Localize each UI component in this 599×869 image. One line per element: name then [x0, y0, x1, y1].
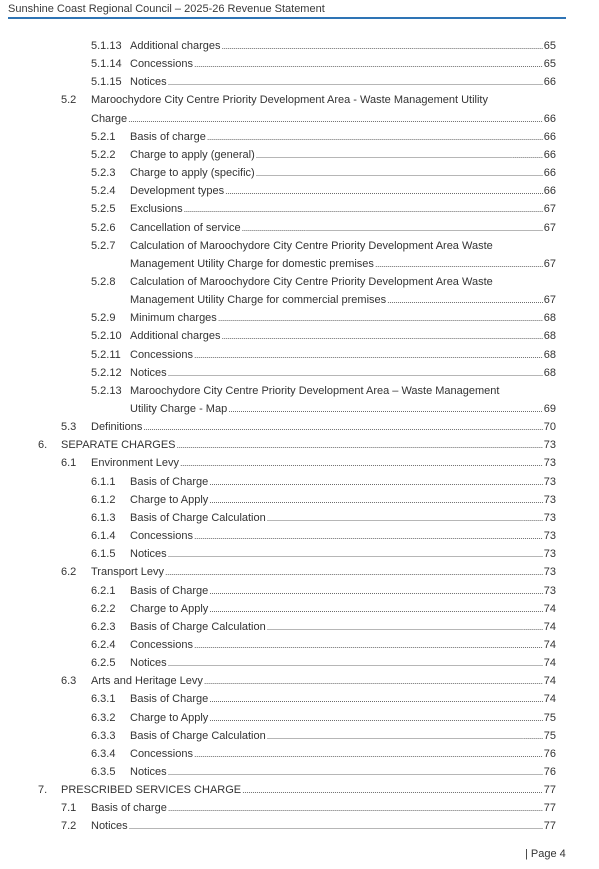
dot-leader: [194, 56, 543, 72]
toc-entry-page: 73: [543, 475, 556, 488]
dot-leader: [256, 165, 543, 181]
dot-leader: [267, 619, 543, 635]
toc-entry-number: 6.2.1: [91, 584, 116, 597]
toc-entry-page: 66: [543, 130, 556, 143]
toc-entry[interactable]: [0, 56, 599, 74]
toc-entry[interactable]: [0, 274, 599, 310]
toc-entry[interactable]: [0, 310, 599, 328]
toc-entry-number: 6.2.4: [91, 638, 116, 651]
toc-entry-title: Additional charges: [130, 40, 221, 52]
toc-entry-title: Concessions: [130, 638, 193, 651]
toc-entry[interactable]: [0, 455, 599, 473]
toc-entry-title: Notices: [130, 548, 167, 561]
toc-entry[interactable]: [0, 728, 599, 746]
dot-leader: [184, 201, 543, 217]
toc-entry-title: Notices: [130, 657, 167, 670]
toc-entry[interactable]: [0, 619, 599, 637]
toc-entry-page: 66: [543, 167, 556, 180]
toc-entry-number: 6.2.5: [91, 657, 116, 670]
toc-entry[interactable]: [0, 365, 599, 383]
dot-leader: [209, 601, 542, 617]
toc-entry-number: 5.2.11: [91, 348, 121, 361]
toc-entry-number: 6.1.3: [91, 511, 116, 524]
toc-entry[interactable]: [0, 800, 599, 818]
toc-entry-page: 74: [543, 638, 556, 651]
toc-entry-title: Basis of charge: [130, 130, 206, 143]
toc-entry-number: 6.3.3: [91, 729, 116, 742]
toc-entry[interactable]: [0, 183, 599, 201]
dot-leader: [209, 691, 542, 707]
toc-entry[interactable]: [0, 201, 599, 219]
toc-entry-number: 6.2.3: [91, 620, 116, 633]
dot-leader: [194, 746, 543, 762]
toc-entry[interactable]: [0, 383, 599, 419]
toc-entry-page: 68: [543, 312, 556, 325]
toc-entry-page: 77: [543, 802, 556, 815]
toc-entry-number: 5.2.7: [91, 239, 116, 252]
toc-entry-page: 68: [543, 366, 556, 379]
page-number: | Page 4: [525, 848, 566, 860]
toc-entry-page: 73: [543, 493, 556, 506]
toc-entry-page: 76: [543, 766, 556, 778]
toc-entry-title: Charge to apply (general): [130, 148, 255, 161]
toc-entry-number: 5.2.12: [91, 366, 122, 379]
dot-leader: [204, 673, 543, 689]
dot-leader: [267, 510, 543, 526]
toc-entry-title: Definitions: [91, 421, 143, 434]
dot-leader: [194, 528, 543, 544]
toc-entry[interactable]: [0, 691, 599, 709]
toc-entry-page: 67: [543, 221, 556, 234]
toc-entry-page: 66: [543, 148, 556, 161]
toc-entry[interactable]: [0, 147, 599, 165]
toc-entry-title: Charge to Apply: [130, 711, 209, 724]
toc-entry-number: 6.3.1: [91, 693, 116, 706]
toc-entry-page: 76: [543, 747, 556, 760]
toc-entry-page: 77: [543, 820, 556, 833]
toc-entry-page: 65: [543, 40, 556, 52]
toc-entry[interactable]: [0, 528, 599, 546]
toc-entry-number: 6.1.5: [91, 548, 116, 561]
toc-entry-title: Notices: [130, 76, 167, 89]
toc-entry-page: 73: [543, 511, 556, 524]
toc-entry-title: Exclusions: [130, 203, 183, 216]
toc-entry-title: Maroochydore City Centre Priority Development Area – Waste Management: [130, 384, 500, 397]
toc-entry[interactable]: [0, 238, 599, 274]
toc-entry-page: 74: [543, 693, 556, 706]
toc-entry-number: 5.2.8: [91, 275, 116, 288]
toc-entry-page: 75: [543, 711, 556, 724]
toc-entry-number: 6.1.4: [91, 530, 116, 543]
toc-entry-title: Basis of Charge: [130, 693, 209, 706]
toc-entry[interactable]: [0, 564, 599, 582]
toc-entry-page: 74: [543, 602, 556, 615]
toc-entry[interactable]: [0, 546, 599, 564]
toc-entry-number: 7.: [38, 784, 48, 797]
dot-leader: [194, 347, 543, 363]
toc-entry-title: Basis of Charge: [130, 475, 209, 488]
toc-entry-page: 73: [543, 439, 556, 452]
toc-entry-title: SEPARATE CHARGES: [61, 439, 176, 452]
dot-leader: [207, 129, 543, 145]
toc-entry[interactable]: [0, 583, 599, 601]
toc-entry-title: Concessions: [130, 348, 193, 361]
toc-entry-page: 65: [543, 58, 556, 71]
toc-entry-number: 6.2: [61, 566, 77, 579]
dot-leader: [129, 818, 543, 834]
dot-leader: [225, 183, 543, 199]
toc-entry-number: 5.1.15: [91, 76, 122, 89]
toc-entry-number: 5.2.5: [91, 203, 116, 216]
toc-entry[interactable]: [0, 818, 599, 836]
toc-entry-title: Basis of Charge: [130, 584, 209, 597]
toc-entry-title: Basis of charge: [91, 802, 167, 815]
toc-entry-title: Concessions: [130, 58, 193, 71]
toc-entry-title: Basis of Charge Calculation: [130, 620, 266, 633]
dot-leader: [168, 365, 543, 381]
toc-entry-number: 6.3.4: [91, 747, 116, 760]
dot-leader: [242, 782, 543, 798]
toc-entry[interactable]: [0, 746, 599, 764]
toc-entry-page: 74: [543, 620, 556, 633]
toc-entry-title: Charge to Apply: [130, 493, 209, 506]
toc-entry[interactable]: [0, 492, 599, 510]
dot-leader: [256, 147, 543, 163]
toc-entry-title: PRESCRIBED SERVICES CHARGE: [61, 784, 242, 797]
toc-entry-page: 73: [543, 584, 556, 597]
toc-entry-page: 67: [543, 203, 556, 216]
toc-entry-number: 6.3.5: [91, 766, 116, 778]
toc-entry-number: 6.: [38, 439, 48, 452]
toc-entry-page: 74: [543, 675, 556, 688]
dot-leader: [168, 74, 543, 90]
toc-entry-number: 6.3: [61, 675, 77, 688]
toc-entry-title: Basis of Charge Calculation: [130, 729, 266, 742]
toc-entry[interactable]: [0, 92, 599, 128]
dot-leader: [267, 728, 543, 744]
dot-leader: [168, 655, 543, 671]
toc-entry-title: Management Utility Charge for commercial premises: [130, 294, 387, 307]
dot-leader: [222, 38, 543, 54]
toc-entry-title: Charge to apply (specific): [130, 167, 255, 180]
toc-entry-title: Transport Levy: [91, 566, 164, 579]
toc-entry-number: 6.1: [61, 457, 77, 470]
toc-entry-page: 67: [543, 257, 556, 270]
toc-entry-title: Charge: [91, 112, 128, 125]
toc-entry[interactable]: [0, 437, 599, 455]
toc-entry-title: Arts and Heritage Levy: [91, 675, 203, 688]
toc-entry-title: Additional charges: [130, 330, 221, 343]
toc-entry-title: Environment Levy: [91, 457, 180, 470]
dot-leader: [218, 310, 543, 326]
header-rule: [8, 17, 566, 19]
toc-entry-number: 7.1: [61, 802, 77, 815]
toc-entry-title: Notices: [130, 366, 167, 379]
toc-entry-number: 5.2.9: [91, 312, 116, 325]
dot-leader: [222, 328, 543, 344]
toc-entry-page: 75: [543, 729, 556, 742]
toc-entry-page: 74: [543, 657, 556, 670]
toc-entry-number: 5.3: [61, 421, 77, 434]
toc-entry-title: Basis of Charge Calculation: [130, 511, 266, 524]
dot-leader: [375, 256, 543, 272]
toc-entry-number: 5.2: [61, 94, 77, 107]
toc-entry-page: 68: [543, 348, 556, 361]
toc-entry[interactable]: [0, 474, 599, 492]
toc-entry[interactable]: [0, 673, 599, 691]
toc-entry-page: 73: [543, 530, 556, 543]
toc-entry-page: 69: [543, 402, 556, 415]
toc-entry-title: Concessions: [130, 747, 193, 760]
toc-entry[interactable]: [0, 220, 599, 238]
toc-entry[interactable]: [0, 601, 599, 619]
dot-leader: [209, 583, 542, 599]
toc-entry[interactable]: [0, 38, 599, 56]
toc-entry-page: 73: [543, 457, 556, 470]
dot-leader: [168, 764, 543, 780]
toc-entry-page: 67: [543, 294, 556, 307]
toc-entry[interactable]: [0, 655, 599, 673]
toc-entry[interactable]: [0, 510, 599, 528]
toc-entry[interactable]: [0, 74, 599, 92]
dot-leader: [165, 564, 543, 580]
toc-entry-number: 5.1.14: [91, 58, 122, 71]
toc-entry-number: 5.2.2: [91, 148, 116, 161]
dot-leader: [209, 710, 542, 726]
toc-entry-title: Minimum charges: [130, 312, 217, 325]
dot-leader: [177, 437, 543, 453]
toc-entry[interactable]: [0, 419, 599, 437]
toc-entry-number: 6.1.1: [91, 475, 116, 488]
toc-entry-number: 6.3.2: [91, 711, 116, 724]
dot-leader: [194, 637, 543, 653]
toc-entry-title: Maroochydore City Centre Priority Development Area - Waste Management Utility: [91, 94, 488, 107]
toc-entry-page: 77: [543, 784, 556, 797]
dot-leader: [180, 455, 543, 471]
toc-entry-title: Utility Charge - Map: [130, 402, 228, 415]
toc-entry[interactable]: [0, 347, 599, 365]
dot-leader: [143, 419, 542, 435]
toc-entry[interactable]: [0, 782, 599, 800]
toc-entry-number: 5.2.4: [91, 185, 116, 198]
dot-leader: [387, 292, 543, 308]
toc-entry-number: 5.2.1: [91, 130, 116, 143]
toc-entry-number: 5.2.10: [91, 330, 122, 343]
dot-leader: [168, 546, 543, 562]
toc-entry-number: 5.2.6: [91, 221, 116, 234]
toc-entry-page: 73: [543, 548, 556, 561]
dot-leader: [209, 492, 542, 508]
toc-entry-title: Notices: [130, 766, 167, 778]
toc-entry-number: 5.1.13: [91, 40, 122, 52]
dot-leader: [228, 401, 543, 417]
dot-leader: [168, 800, 543, 816]
toc-entry[interactable]: [0, 165, 599, 183]
dot-leader: [128, 111, 543, 127]
toc-entry-title: Cancellation of service: [130, 221, 241, 234]
toc-entry-title: Calculation of Maroochydore City Centre Priority Development Area Waste: [130, 239, 493, 252]
toc-entry-number: 6.2.2: [91, 602, 116, 615]
toc-entry-page: 66: [543, 112, 556, 125]
toc-entry-number: 5.2.13: [91, 384, 122, 397]
toc-entry-title: Charge to Apply: [130, 602, 209, 615]
toc-entry[interactable]: [0, 710, 599, 728]
toc-entry-number: 7.2: [61, 820, 77, 833]
toc-entry[interactable]: [0, 328, 599, 346]
toc-entry-page: 70: [543, 421, 556, 434]
toc-entry[interactable]: [0, 764, 599, 782]
dot-leader: [209, 474, 542, 490]
toc-entry-title: Concessions: [130, 530, 193, 543]
document-header: Sunshine Coast Regional Council – 2025-26 Revenue Statement: [8, 3, 325, 15]
toc-entry-page: 66: [543, 76, 556, 89]
toc-entry-page: 68: [543, 330, 556, 343]
toc-entry-title: Management Utility Charge for domestic premises: [130, 257, 374, 270]
toc-entry-number: 6.1.2: [91, 493, 116, 506]
toc-entry-title: Notices: [91, 820, 128, 833]
toc-entry-page: 66: [543, 185, 556, 198]
toc-entry-number: 5.2.3: [91, 167, 116, 180]
toc-entry-title: Development types: [130, 185, 225, 198]
toc-entry[interactable]: [0, 129, 599, 147]
dot-leader: [242, 220, 543, 236]
toc-entry-page: 73: [543, 566, 556, 579]
toc-entry-title: Calculation of Maroochydore City Centre Priority Development Area Waste: [130, 275, 493, 288]
toc-entry[interactable]: [0, 637, 599, 655]
